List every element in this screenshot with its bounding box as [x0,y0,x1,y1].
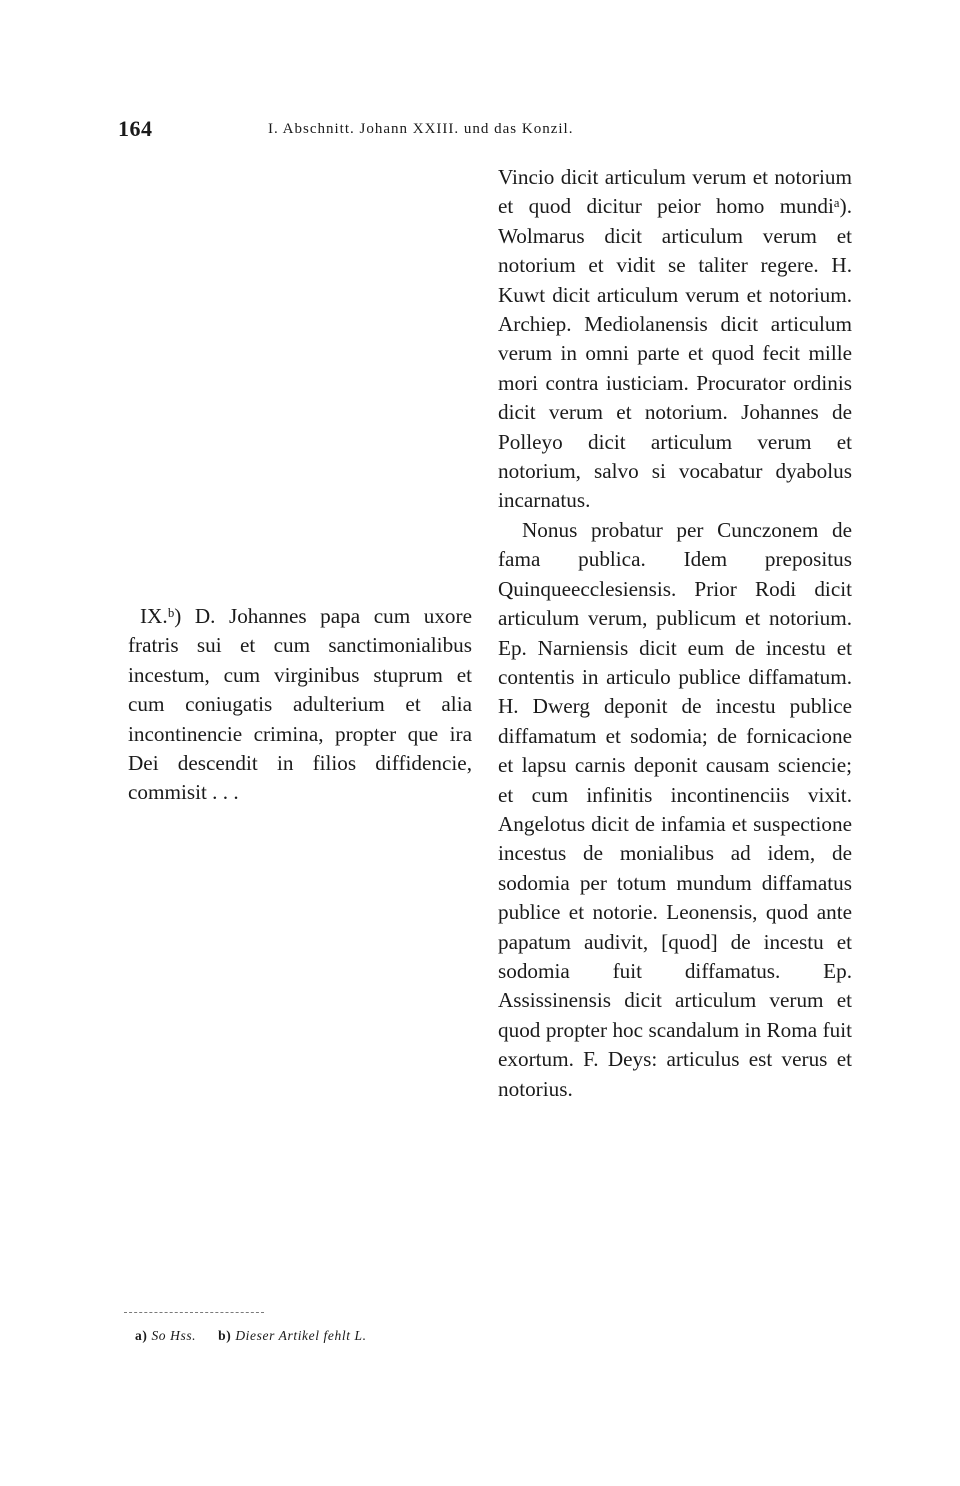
page-header [118,116,858,146]
footnote-b-mark: b) [218,1328,232,1343]
left-column [128,602,472,808]
right-column [498,163,852,1104]
footnote-divider [124,1312,264,1313]
footnote-a-mark: a) [135,1328,148,1343]
footnotes [135,1328,367,1344]
right-paragraph-2: Nonus probatur per Cunczonem de fama publica. Idem prepositus Quinqueecclesiensis. Prior Rodi dicit articulum verum, publicum et notorium. Ep. Narniensis dicit eum de incestu et contentis in articulo publice diffamatum. H. Dwerg deponit de incestu publice diffamatum et sodomia; de fornicacione et lapsu carnis deponit causam sciencie; et cum infinitis incontinenciis vixit. Angelotus dicit de infamia et suspectione incestus de monialibus ad idem, de sodomia per totum mundum diffamatus publice et notorie. Leonensis, quod ante papatum audivit, [quod] de incestu et sodomia fuit diffamatus. Ep. Assissinensis dicit articulum verum et quod propter hoc scandalum in Roma fuit exortum. F. Deys: articulus est verus et notorius. [498,517,852,1101]
footnote-a-text: So Hss. [151,1328,197,1343]
footnote-b-text: Dieser Artikel fehlt L. [235,1328,367,1343]
running-head: I. Abschnitt. Johann XXIII. und das Konzil. [268,121,574,137]
article-ix-text: IX.ᵇ) D. Johannes papa cum uxore fratris sui et cum sanctimonialibus incestum, cum virginibus stuprum et cum coniugatis adulterium et alia incontinencie crimina, propter que ira Dei descendit in filios diffidencie, commisit . . . [128,604,472,805]
page-number: 164 [118,116,153,141]
right-paragraph-1: Vincio dicit articulum verum et notorium et quod dicitur peior homo mundiᵃ). Wolmarus dicit articulum verum et notorium et vidit se taliter regere. H. Kuwt dicit articulum verum et notorium. Archiep. Mediolanensis dicit articulum verum in omni parte et quod fecit mille mori contra iusticiam. Procurator ordinis dicit verum et notorium. Johannes de Polleyo dicit articulum verum et notorium, salvo si vocabatur dyabolus incarnatus. [498,165,852,513]
